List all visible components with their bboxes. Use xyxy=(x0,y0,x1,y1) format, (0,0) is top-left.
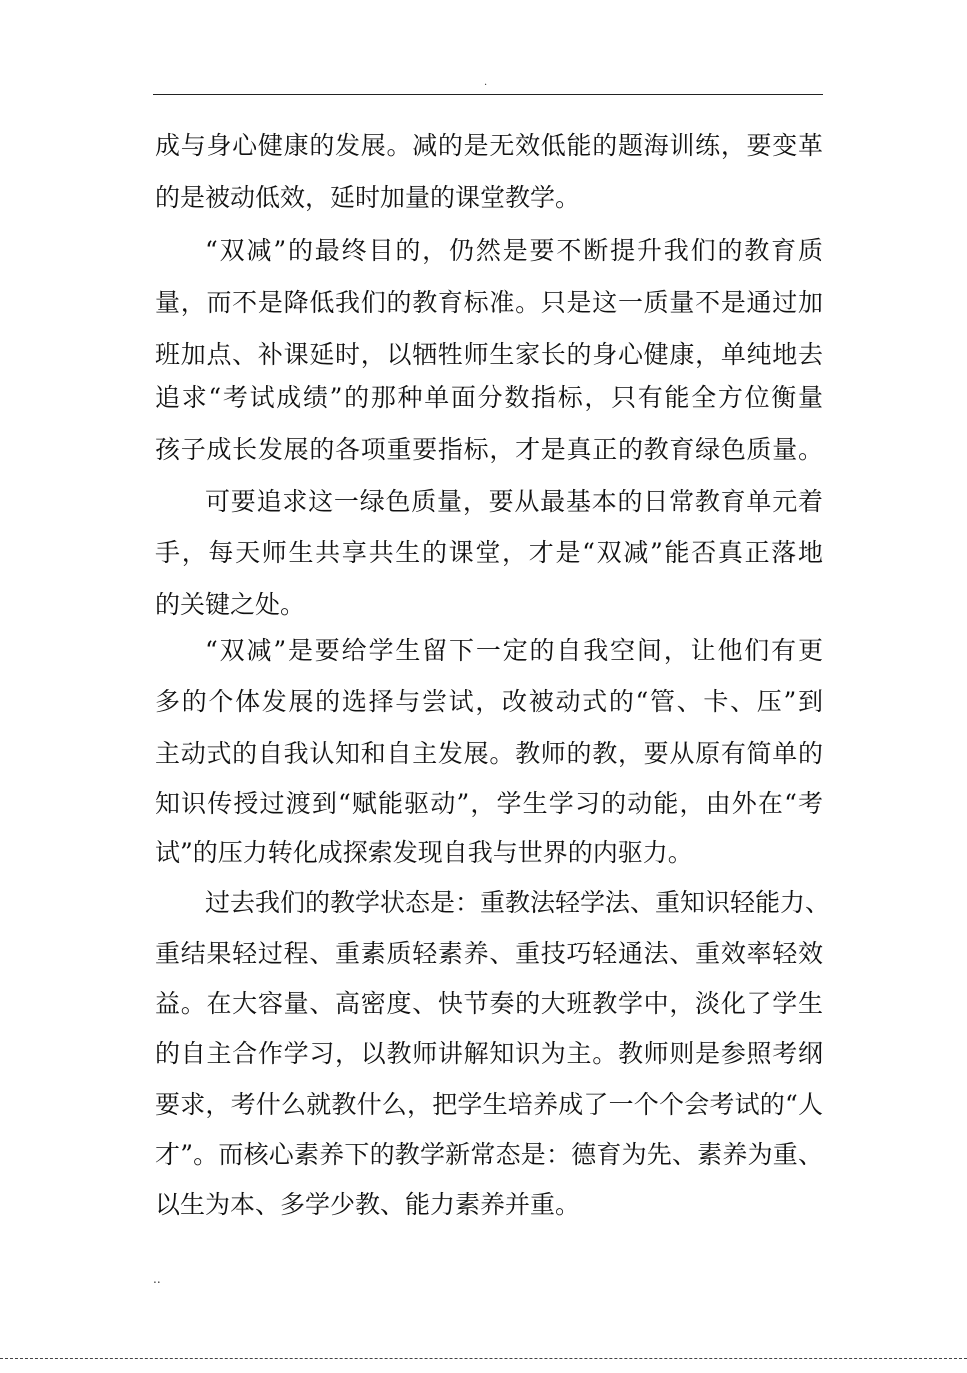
text-line: 主动式的自我认知和自主发展。教师的教，要从原有简单的 xyxy=(155,739,823,768)
text-line: 多的个体发展的选择与尝试，改被动式的“管、卡、压”到 xyxy=(155,687,823,716)
text-line: 益。在大容量、高密度、快节奏的大班教学中，淡化了学生 xyxy=(155,989,823,1018)
text-line: 要求，考什么就教什么，把学生培养成了一个个会考试的“人 xyxy=(155,1090,823,1119)
text-line: 重结果轻过程、重素质轻素养、重技巧轻通法、重效率轻效 xyxy=(155,939,823,968)
footer-mark: .. xyxy=(153,1272,161,1286)
text-line: 手，每天师生共享共生的课堂，才是“双减”能否真正落地 xyxy=(155,538,823,567)
text-line: 成与身心健康的发展。减的是无效低能的题海训练，要变革 xyxy=(155,131,823,160)
page-break-rule xyxy=(0,1358,967,1359)
header-rule xyxy=(153,94,823,95)
paragraph-start: 可要追求这一绿色质量，要从最基本的日常教育单元着 xyxy=(205,487,823,516)
text-line: 的关键之处。 xyxy=(155,590,306,619)
paragraph-start: “双减”是要给学生留下一定的自我空间，让他们有更 xyxy=(205,636,823,665)
paragraph-start: “双减”的最终目的，仍然是要不断提升我们的教育质 xyxy=(205,236,823,265)
paragraph-start: 过去我们的教学状态是：重教法轻学法、重知识轻能力、 xyxy=(205,888,831,917)
text-line: 的是被动低效，延时加量的课堂教学。 xyxy=(155,183,581,212)
text-line: 知识传授过渡到“赋能驱动”，学生学习的动能，由外在“考 xyxy=(155,789,823,818)
header-mark: . xyxy=(484,77,488,88)
text-line: 以生为本、多学少教、能力素养并重。 xyxy=(155,1190,581,1219)
text-line: 追求“考试成绩”的那种单面分数指标，只有能全方位衡量 xyxy=(155,383,823,412)
text-line: 孩子成长发展的各项重要指标，才是真正的教育绿色质量。 xyxy=(155,435,823,464)
text-line: 班加点、补课延时，以牺牲师生家长的身心健康，单纯地去 xyxy=(155,340,823,369)
text-line: 的自主合作学习，以教师讲解知识为主。教师则是参照考纲 xyxy=(155,1039,823,1068)
text-line: 才”。而核心素养下的教学新常态是：德育为先、素养为重、 xyxy=(155,1140,823,1169)
text-line: 试”的压力转化成探索发现自我与世界的内驱力。 xyxy=(155,838,693,867)
text-line: 量，而不是降低我们的教育标准。只是这一质量不是通过加 xyxy=(155,288,823,317)
